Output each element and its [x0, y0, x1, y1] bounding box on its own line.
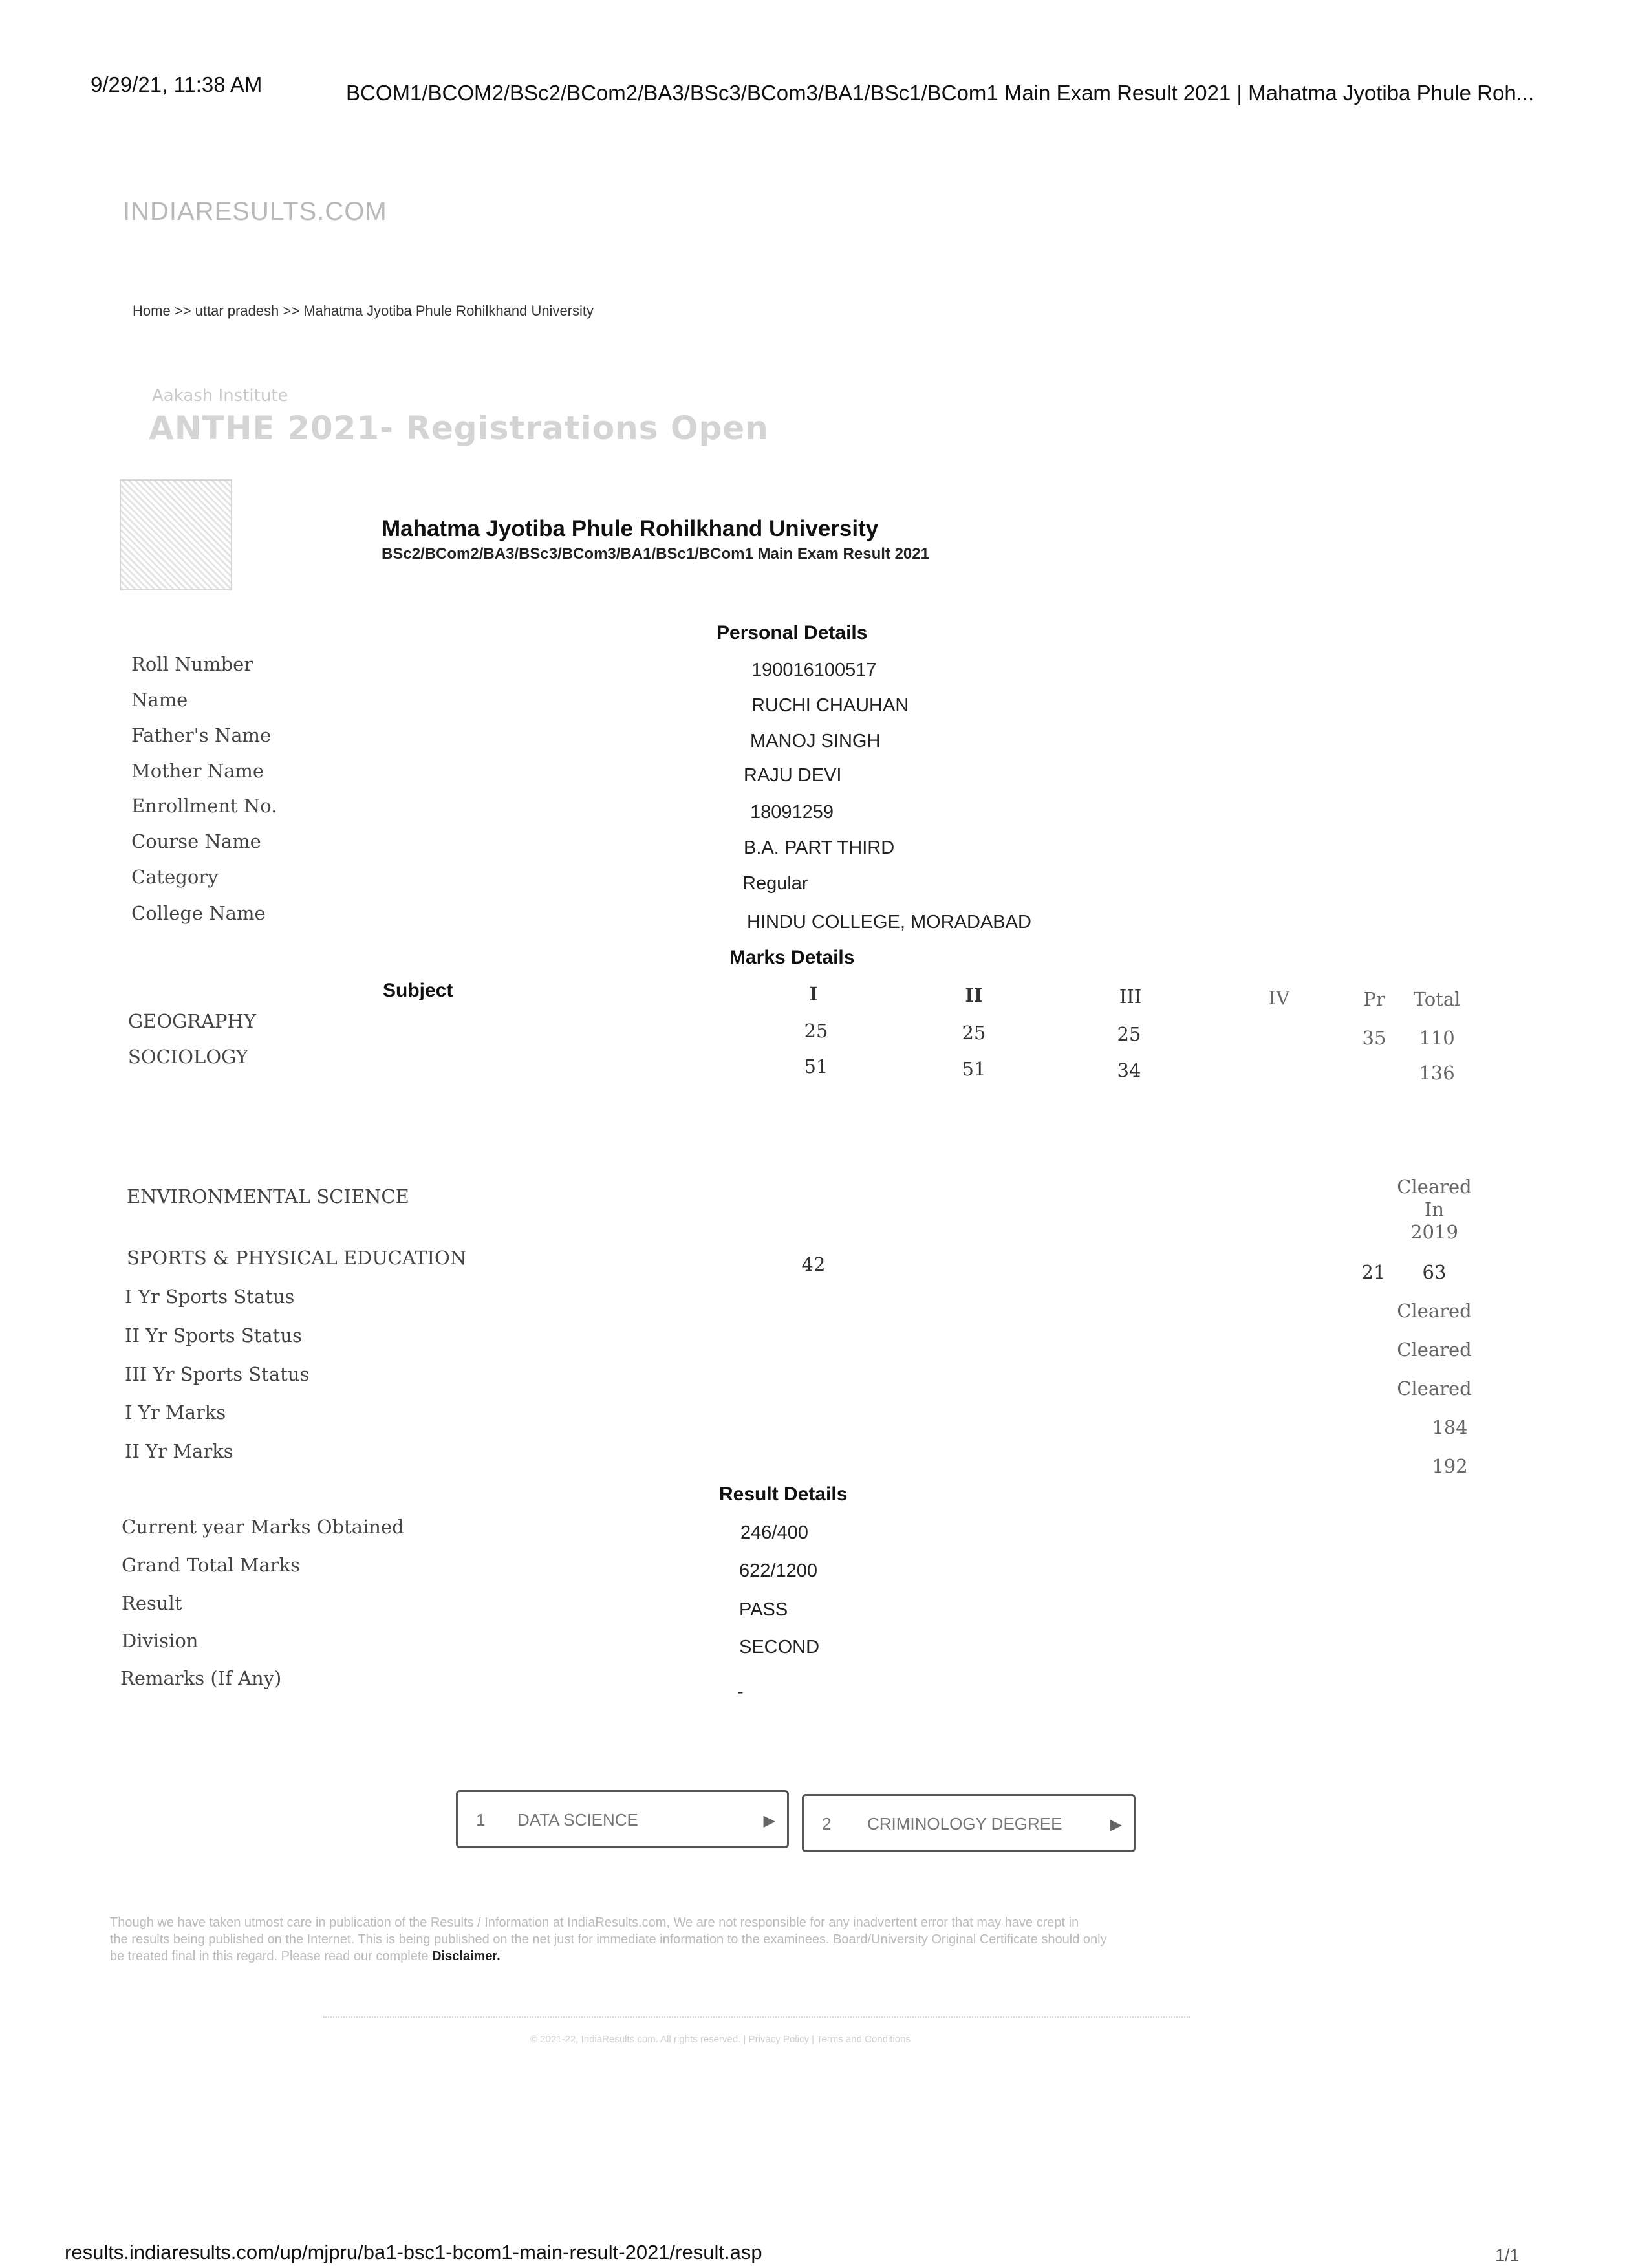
yr2-sports-status-label: II Yr Sports Status — [125, 1324, 302, 1346]
geography-total: 110 — [1419, 1027, 1455, 1049]
play-arrow-icon: ▶ — [1110, 1816, 1122, 1833]
col-header-total: Total — [1413, 988, 1461, 1010]
disclaimer-line-3 — [110, 1949, 501, 1964]
yr1-marks-value: 184 — [1432, 1416, 1468, 1438]
col-header-i: I — [809, 983, 818, 1005]
link-number: 1 — [476, 1810, 486, 1830]
remarks-value: - — [737, 1681, 744, 1702]
yr3-sports-status-label: III Yr Sports Status — [125, 1363, 310, 1385]
university-name: Mahatma Jyotiba Phule Rohilkhand University — [382, 516, 879, 541]
copyright-notice: © 2021-22, IndiaResults.com. All rights reserved. | Privacy Policy | Terms and Conditions — [530, 2034, 911, 2045]
geography-ii: 25 — [962, 1022, 986, 1044]
marks-details-heading: Marks Details — [729, 947, 855, 968]
breadcrumb-home[interactable]: Home — [133, 303, 171, 319]
geography-i: 25 — [804, 1020, 828, 1042]
father-name-label: Father's Name — [131, 724, 272, 746]
breadcrumb — [133, 303, 594, 319]
yr1-sports-status-label: I Yr Sports Status — [125, 1286, 295, 1308]
remarks-label: Remarks (If Any) — [120, 1667, 282, 1689]
link-label: DATA SCIENCE — [517, 1810, 638, 1830]
disclaimer-line-2: the results being published on the Internet. This is being published on the net just for immediate information to the examinees. Board/University Original Certificate should only — [110, 1932, 1107, 1947]
sports-i: 42 — [801, 1253, 826, 1275]
print-page-url: results.indiaresults.com/up/mjpru/ba1-bsc1-bcom1-main-result-2021/result.asp — [65, 2241, 762, 2263]
sports-pr: 21 — [1361, 1261, 1386, 1283]
ad-sponsor[interactable]: Aakash Institute — [152, 386, 288, 405]
geography-pr: 35 — [1362, 1027, 1386, 1049]
course-name-label: Course Name — [131, 830, 261, 852]
col-header-iii: III — [1119, 986, 1142, 1008]
division-label: Division — [122, 1630, 199, 1652]
mother-name-value: RAJU DEVI — [744, 765, 842, 786]
subject-column-header: Subject — [383, 980, 453, 1001]
grand-total-label: Grand Total Marks — [122, 1554, 301, 1576]
disclaimer-link[interactable]: Disclaimer. — [432, 1949, 501, 1963]
yr2-marks-value: 192 — [1432, 1455, 1468, 1477]
link-number: 2 — [822, 1814, 832, 1833]
subject-sports-physical-education: SPORTS & PHYSICAL EDUCATION — [127, 1247, 467, 1269]
name-value: RUCHI CHAUHAN — [751, 695, 909, 716]
ad-headline[interactable]: ANTHE 2021- Registrations Open — [149, 409, 769, 447]
env-status-line3: 2019 — [1410, 1221, 1458, 1243]
breadcrumb-university[interactable]: Mahatma Jyotiba Phule Rohilkhand University — [303, 303, 594, 319]
sociology-iii: 34 — [1117, 1059, 1141, 1081]
breadcrumb-separator: >> — [174, 303, 191, 319]
division-value: SECOND — [739, 1637, 820, 1658]
env-status-line1: Cleared — [1397, 1176, 1472, 1198]
print-page-number: 1/1 — [1495, 2245, 1520, 2265]
mother-name-label: Mother Name — [131, 760, 264, 782]
yr1-marks-label: I Yr Marks — [125, 1401, 226, 1423]
col-header-ii: II — [965, 984, 983, 1006]
course-name-value: B.A. PART THIRD — [744, 837, 895, 858]
yr2-marks-label: II Yr Marks — [125, 1440, 233, 1462]
footer-divider — [323, 2016, 1190, 2018]
result-value: PASS — [739, 1599, 788, 1620]
site-logo[interactable]: INDIARESULTS.COM — [123, 197, 387, 226]
link-label: CRIMINOLOGY DEGREE — [867, 1814, 1062, 1833]
sociology-ii: 51 — [962, 1058, 986, 1080]
print-datetime: 9/29/21, 11:38 AM — [91, 72, 263, 96]
env-status-line2: In — [1424, 1198, 1445, 1220]
category-label: Category — [131, 866, 219, 888]
subject-sociology: SOCIOLOGY — [128, 1046, 248, 1068]
college-name-value: HINDU COLLEGE, MORADABAD — [747, 912, 1031, 933]
yr2-sports-status-value: Cleared — [1397, 1339, 1472, 1361]
subject-geography: GEOGRAPHY — [128, 1010, 257, 1032]
breadcrumb-state[interactable]: uttar pradesh — [195, 303, 279, 319]
result-label: Result — [122, 1592, 182, 1614]
grand-total-value: 622/1200 — [739, 1561, 817, 1581]
enrollment-label: Enrollment No. — [131, 795, 277, 817]
current-year-marks-label: Current year Marks Obtained — [122, 1516, 404, 1538]
university-logo — [120, 479, 232, 590]
category-value: Regular — [742, 873, 808, 894]
sociology-total: 136 — [1419, 1062, 1455, 1084]
roll-number-value: 190016100517 — [751, 660, 877, 680]
result-details-heading: Result Details — [719, 1484, 848, 1505]
breadcrumb-separator: >> — [283, 303, 300, 319]
geography-iii: 25 — [1117, 1023, 1141, 1045]
personal-details-heading: Personal Details — [717, 622, 868, 643]
print-page-title: BCOM1/BCOM2/BSc2/BCom2/BA3/BSc3/BCom3/BA1/BSc1/BCom1 Main Exam Result 2021 | Mahatma Jyotiba Phule Roh... — [346, 81, 1535, 105]
play-arrow-icon: ▶ — [763, 1812, 775, 1830]
roll-number-label: Roll Number — [131, 653, 253, 675]
sports-total: 63 — [1422, 1261, 1447, 1283]
disclaimer-text: be treated final in this regard. Please read our complete — [110, 1949, 429, 1963]
related-link-data-science[interactable] — [456, 1790, 789, 1848]
col-header-iv: IV — [1268, 987, 1290, 1009]
disclaimer-line-1: Though we have taken utmost care in publication of the Results / Information at IndiaResults.com, We are not responsible for any inadvertent error that may have crept in — [110, 1916, 1079, 1930]
current-year-marks-value: 246/400 — [740, 1522, 808, 1543]
sociology-i: 51 — [804, 1055, 828, 1077]
subject-environmental-science: ENVIRONMENTAL SCIENCE — [127, 1185, 409, 1207]
yr1-sports-status-value: Cleared — [1397, 1300, 1472, 1322]
name-label: Name — [131, 689, 188, 711]
related-link-criminology-degree[interactable] — [802, 1794, 1136, 1852]
yr3-sports-status-value: Cleared — [1397, 1377, 1472, 1399]
exam-title: BSc2/BCom2/BA3/BSc3/BCom3/BA1/BSc1/BCom1 Main Exam Result 2021 — [382, 545, 929, 563]
enrollment-value: 18091259 — [750, 802, 834, 823]
col-header-pr: Pr — [1363, 988, 1385, 1010]
father-name-value: MANOJ SINGH — [750, 731, 881, 751]
college-name-label: College Name — [131, 902, 266, 924]
